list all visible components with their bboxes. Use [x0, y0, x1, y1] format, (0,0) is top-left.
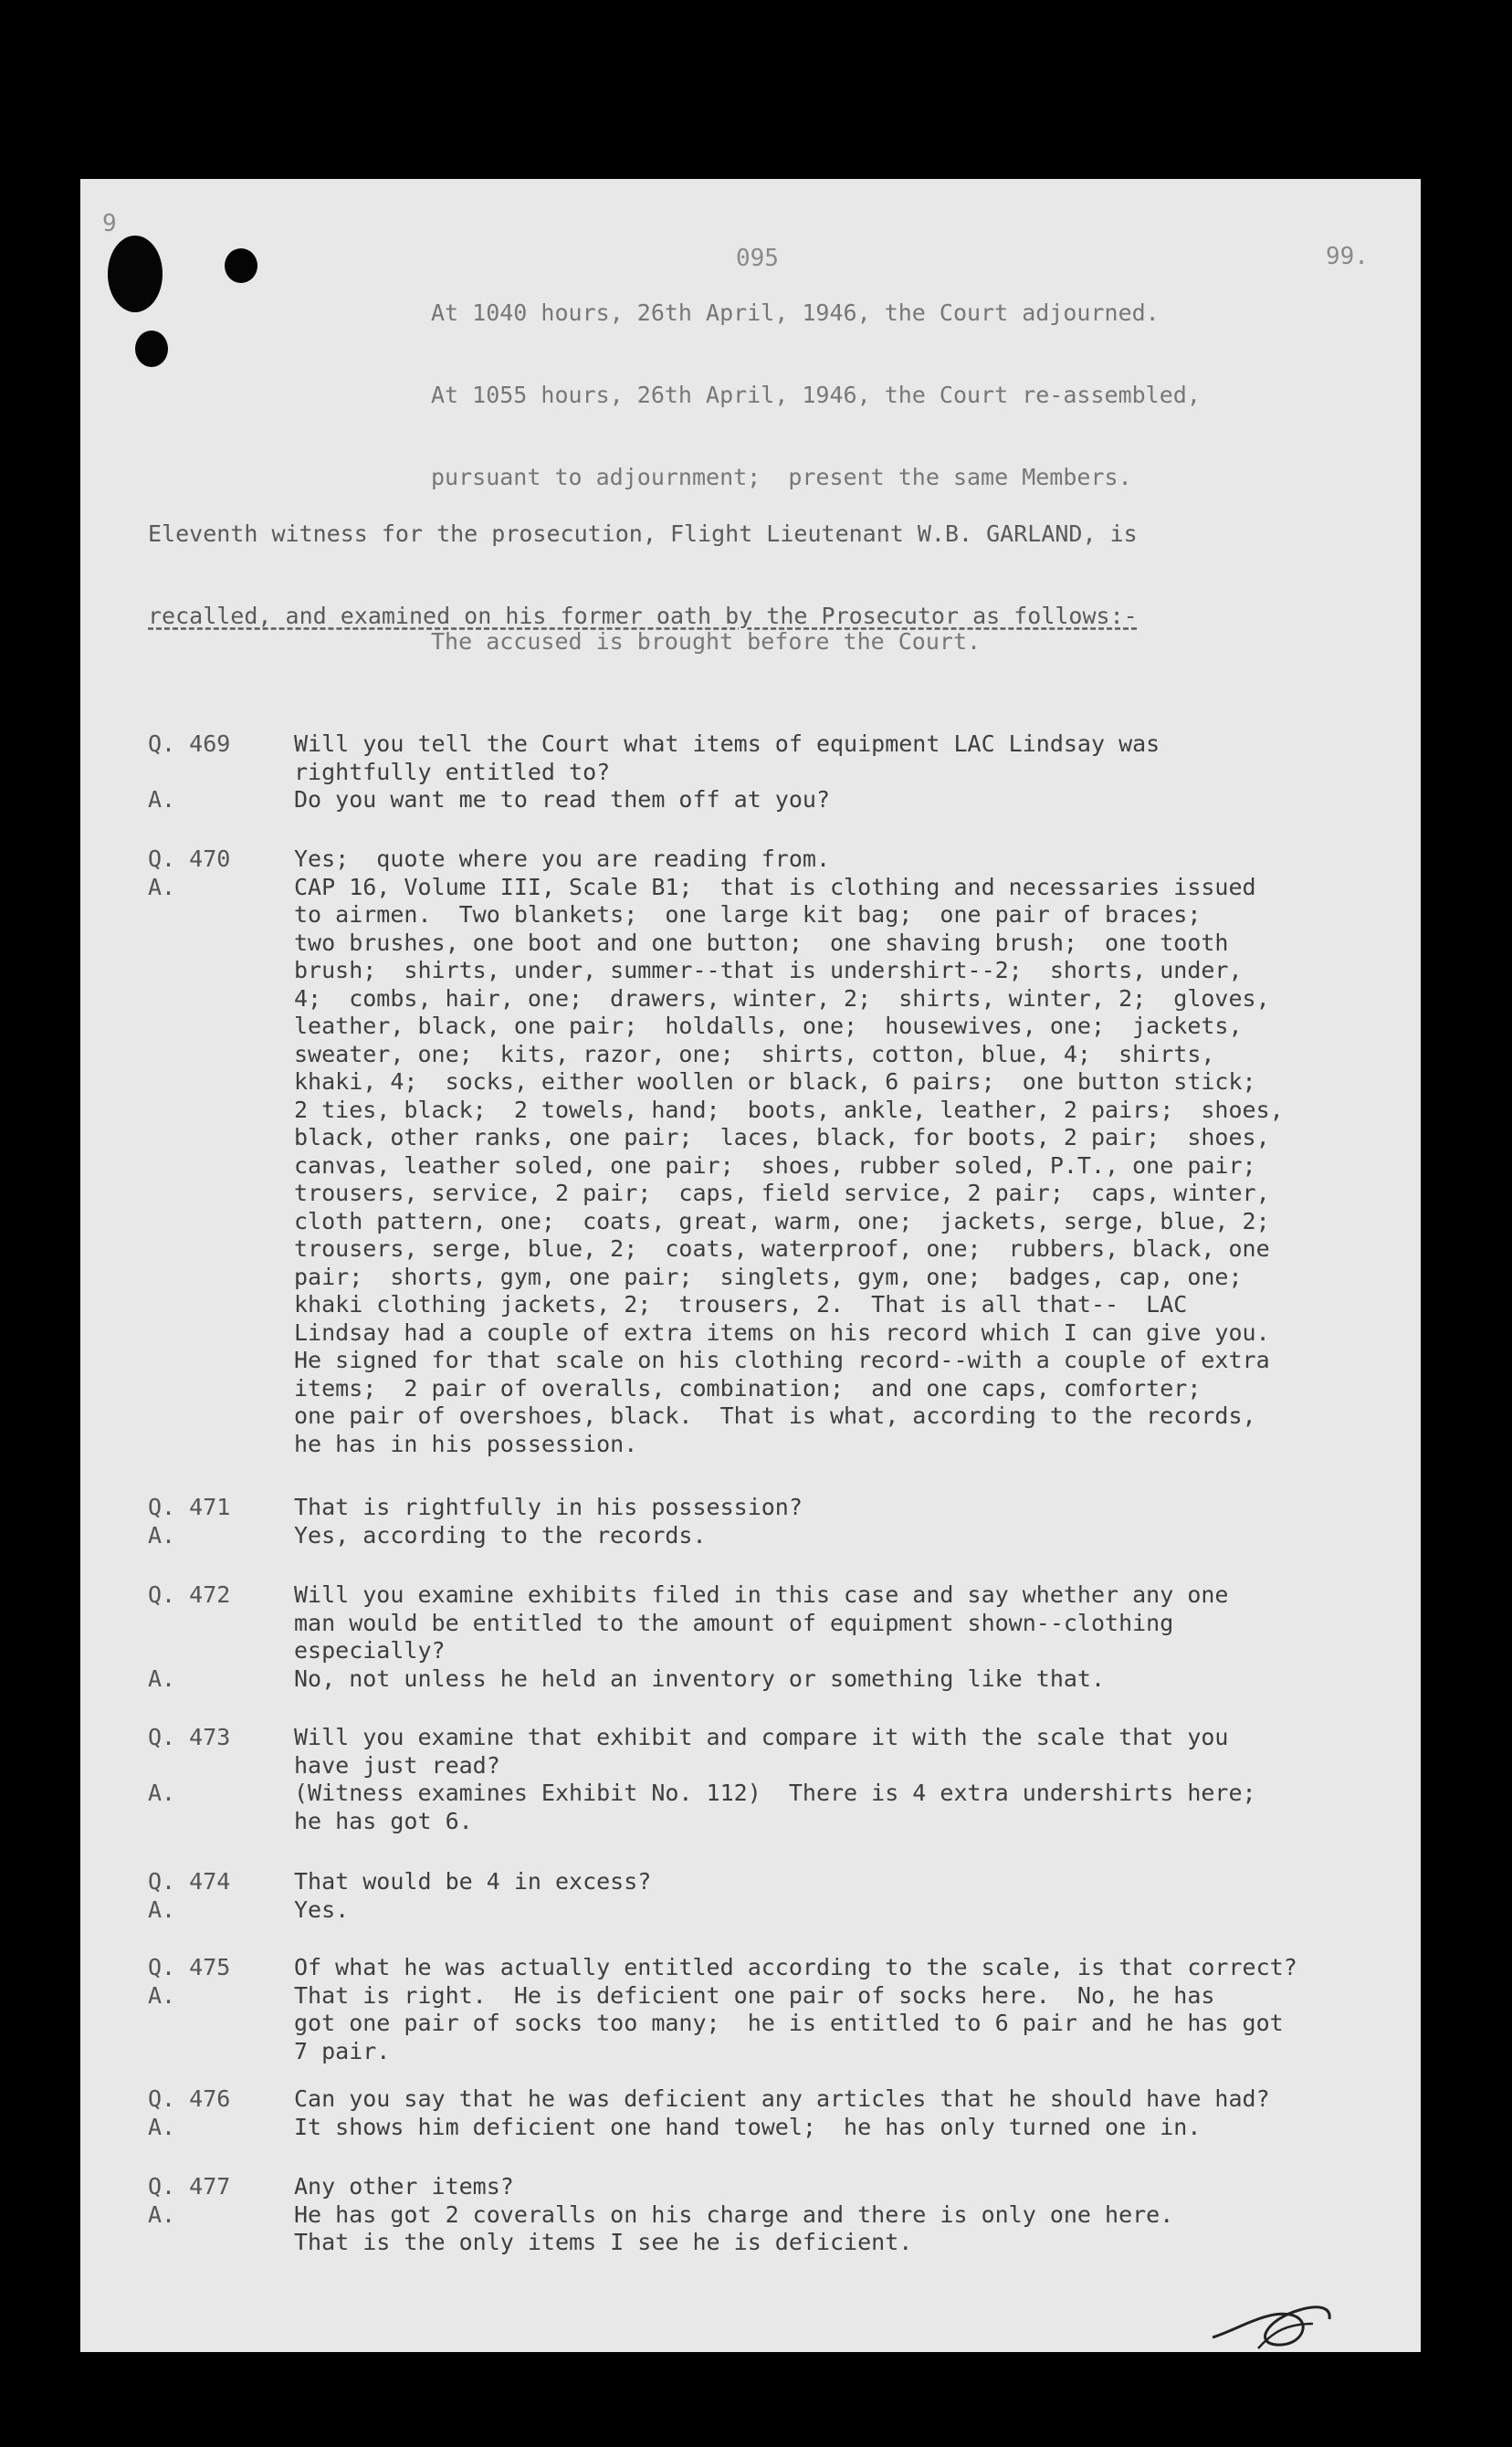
question-number [148, 1610, 294, 1638]
answer-label [148, 1152, 294, 1181]
answer-label [148, 2010, 294, 2038]
answer-text: 2 ties, black; 2 towels, hand; boots, ankle, leather, 2 pairs; shoes, [294, 1096, 1284, 1123]
answer-label [148, 1264, 294, 1292]
answer-label [148, 929, 294, 958]
question-text: Any other items? [294, 2173, 514, 2200]
qa-item [148, 1868, 651, 1924]
answer-text: trousers, serge, blue, 2; coats, waterproof, one; rubbers, black, one [294, 1235, 1270, 1262]
answer-text: one pair of overshoes, black. That is what, according to the records, [294, 1402, 1256, 1429]
ink-blot [225, 248, 257, 283]
qa-item [148, 2173, 1173, 2257]
answer-text: got one pair of socks too many; he is entitled to 6 pair and he has got [294, 2010, 1284, 2036]
ink-blot [108, 236, 163, 312]
qa-item [148, 2085, 1270, 2141]
question-text: That would be 4 in excess? [294, 1868, 652, 1895]
question-text: Can you say that he was deficient any articles that he should have had? [294, 2085, 1270, 2112]
answer-text: to airmen. Two blankets; one large kit bag; one pair of braces; [294, 901, 1202, 928]
adjournment-line: At 1040 hours, 26th April, 1946, the Court adjourned. [431, 299, 1160, 326]
question-number [148, 1637, 294, 1665]
answer-text: khaki, 4; socks, either woollen or black, 6 pairs; one button stick; [294, 1068, 1256, 1095]
answer-text: That is the only items I see he is deficient. [294, 2229, 913, 2255]
answer-text: brush; shirts, under, summer--that is undershirt--2; shorts, under, [294, 957, 1243, 983]
answer-label [148, 1235, 294, 1264]
answer-text: he has got 6. [294, 1807, 473, 1834]
intro-line: recalled, and examined on his former oath by the Prosecutor as follows:- [148, 603, 1138, 629]
question-number: Q. 474 [148, 1868, 231, 1895]
question-text: Will you examine that exhibit and compare it with the scale that you [294, 1724, 1229, 1750]
qa-item [148, 1581, 1229, 1693]
question-number: Q. 477 [148, 2173, 231, 2200]
answer-label [148, 1124, 294, 1152]
answer-text: black, other ranks, one pair; laces, black, for boots, 2 pair; shoes, [294, 1124, 1270, 1150]
answer-label: A. [148, 2113, 176, 2140]
answer-label [148, 2229, 294, 2257]
question-text: especially? [294, 1637, 446, 1664]
question-number: Q. 473 [148, 1724, 231, 1750]
answer-text: Yes, according to the records. [294, 1521, 707, 1549]
answer-text: No, not unless he held an inventory or something like that. [294, 1665, 1106, 1692]
answer-text: he has in his possession. [294, 1430, 638, 1457]
qa-item [148, 730, 1160, 814]
corner-mark: 9 [102, 210, 117, 237]
qa-item [148, 845, 1284, 1458]
answer-text: That is right. He is deficient one pair of socks here. No, he has [294, 1981, 1215, 2009]
question-number: Q. 472 [148, 1581, 231, 1608]
answer-label [148, 1375, 294, 1403]
answer-label [148, 1013, 294, 1041]
answer-text: Do you want me to read them off at you? [294, 786, 830, 813]
answer-label [148, 1208, 294, 1236]
answer-text: two brushes, one boot and one button; one shaving brush; one tooth [294, 929, 1229, 956]
answer-text: trousers, service, 2 pair; caps, field service, 2 pair; caps, winter, [294, 1180, 1270, 1206]
qa-item [148, 1954, 1297, 2065]
answer-label: A. [148, 2200, 176, 2228]
answer-text: Lindsay had a couple of extra items on his record which I can give you. [294, 1318, 1270, 1346]
question-text: rightfully entitled to? [294, 758, 611, 785]
answer-label: A. [148, 1780, 176, 1806]
answer-label [148, 1068, 294, 1097]
answer-label: A. [148, 873, 176, 900]
question-text: Yes; quote where you are reading from. [294, 845, 830, 872]
answer-label [148, 1431, 294, 1459]
question-number: Q. 475 [148, 1954, 231, 1980]
answer-label: A. [148, 1981, 176, 2009]
answer-text: 7 pair. [294, 2037, 391, 2064]
answer-label [148, 1347, 294, 1375]
question-text: man would be entitled to the amount of equipment shown--clothing [294, 1609, 1174, 1636]
question-number [148, 759, 294, 787]
initials-signature [1203, 2283, 1340, 2356]
answer-text: sweater, one; kits, razor, one; shirts, cotton, blue, 4; shirts, [294, 1040, 1215, 1067]
answer-text: 4; combs, hair, one; drawers, winter, 2; shirts, winter, 2; gloves, [294, 984, 1270, 1012]
answer-text: Yes. [294, 1896, 350, 1923]
question-text: That is rightfully in his possession? [294, 1494, 803, 1520]
accused-line: The accused is brought before the Court. [431, 628, 982, 655]
answer-text: canvas, leather soled, one pair; shoes, rubber soled, P.T., one pair; [294, 1151, 1256, 1179]
answer-label [148, 1180, 294, 1208]
adjournment-line: pursuant to adjournment; present the same Members. [431, 464, 1132, 490]
question-text: Will you tell the Court what items of equipment LAC Lindsay was [294, 730, 1160, 757]
answer-label [148, 1402, 294, 1431]
center-page-number: 095 [736, 245, 779, 272]
answer-label [148, 2038, 294, 2066]
question-number: Q. 476 [148, 2085, 231, 2112]
answer-label [148, 901, 294, 929]
answer-label: A. [148, 1896, 176, 1923]
answer-text: leather, black, one pair; holdalls, one; housewives, one; jackets, [294, 1013, 1243, 1039]
question-text: Of what he was actually entitled according to the scale, is that correct? [294, 1954, 1297, 1980]
answer-label [148, 1041, 294, 1069]
answer-text: (Witness examines Exhibit No. 112) There is 4 extra undershirts here; [294, 1780, 1256, 1806]
answer-text: khaki clothing jackets, 2; trousers, 2. That is all that-- LAC [294, 1291, 1188, 1318]
answer-label [148, 985, 294, 1013]
question-number: Q. 470 [148, 845, 231, 872]
intro-line: Eleventh witness for the prosecution, Flight Lieutenant W.B. GARLAND, is [148, 520, 1138, 547]
question-number: Q. 471 [148, 1494, 231, 1520]
answer-label: A. [148, 1665, 176, 1692]
answer-label [148, 957, 294, 985]
qa-item [148, 1494, 803, 1549]
adjournment-line: At 1055 hours, 26th April, 1946, the Court re-assembled, [431, 382, 1201, 408]
question-text: Will you examine exhibits filed in this case and say whether any one [294, 1581, 1229, 1608]
page-number: 99. [1326, 243, 1369, 270]
answer-text: CAP 16, Volume III, Scale B1; that is clothing and necessaries issued [294, 873, 1256, 900]
question-number: Q. 469 [148, 730, 231, 757]
answer-label: A. [148, 786, 176, 813]
ink-blot [135, 331, 168, 367]
answer-label [148, 1291, 294, 1319]
witness-intro [148, 466, 1138, 657]
answer-text: cloth pattern, one; coats, great, warm, one; jackets, serge, blue, 2; [294, 1207, 1270, 1234]
answer-text: He has got 2 coveralls on his charge and there is only one here. [294, 2200, 1174, 2228]
answer-text: pair; shorts, gym, one pair; singlets, gym, one; badges, cap, one; [294, 1263, 1243, 1290]
answer-text: items; 2 pair of overalls, combination; and one caps, comforter; [294, 1374, 1202, 1402]
answer-label [148, 1808, 294, 1836]
answer-label: A. [148, 1521, 176, 1549]
answer-text: It shows him deficient one hand towel; he has only turned one in. [294, 2113, 1202, 2140]
question-text: have just read? [294, 1751, 500, 1779]
qa-item [148, 1724, 1256, 1835]
answer-text: He signed for that scale on his clothing record--with a couple of extra [294, 1347, 1270, 1373]
question-number [148, 1752, 294, 1780]
answer-label [148, 1097, 294, 1125]
answer-label [148, 1319, 294, 1348]
